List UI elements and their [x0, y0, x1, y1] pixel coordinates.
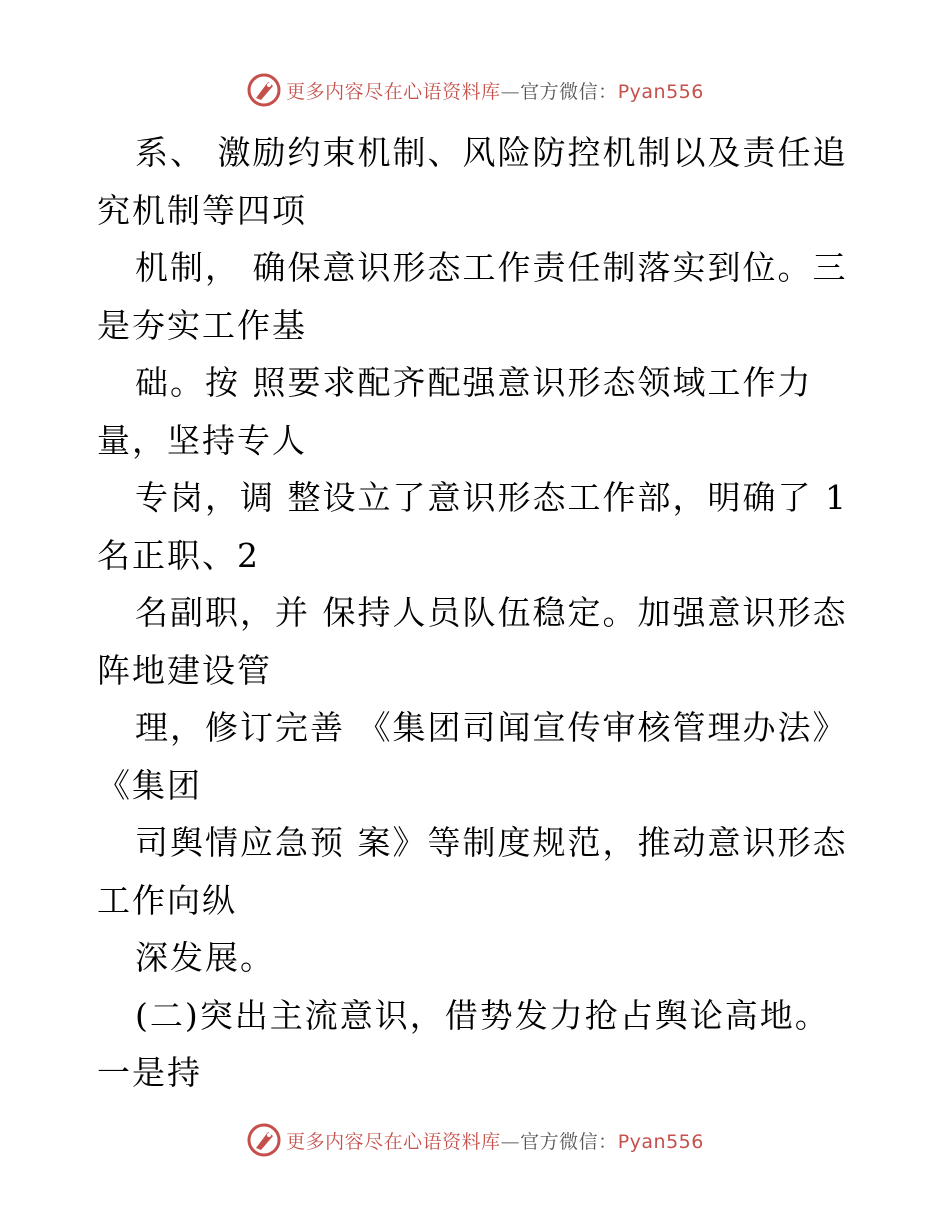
- text-line: 深发展。: [135, 938, 275, 977]
- pen-nib-circle-icon: [246, 1122, 282, 1158]
- text-line: 工作向纵: [97, 880, 237, 920]
- watermark-label: 官方微信：: [520, 80, 618, 103]
- text-line: 专岗，调 整设立了意识形态工作部，明确了 1: [135, 478, 848, 517]
- text-line: 名正职、2: [97, 535, 260, 575]
- watermark-brand: 更多内容尽在心语资料库: [286, 1130, 501, 1153]
- text-line: 一是持: [97, 1053, 202, 1092]
- text-line: 司舆情应急预 案》等制度规范，推动意识形态: [135, 823, 848, 862]
- footer-watermark: [0, 1120, 950, 1160]
- text-line: 理，修订完善 《集团司闻宣传审核管理办法》: [135, 708, 848, 747]
- text-line: 机制， 确保意识形态工作责任制落实到位。三: [135, 248, 848, 287]
- watermark-id: Pyan556: [617, 80, 704, 103]
- text-line: 础。按 照要求配齐配强意识形态领域工作力: [135, 363, 813, 402]
- watermark-dash: —: [500, 80, 521, 103]
- text-line: 阵地建设管: [97, 650, 272, 690]
- text-line: 是夯实工作基: [97, 305, 307, 345]
- document-body: [97, 124, 857, 1102]
- text-line: 名副职，并 保持人员队伍稳定。加强意识形态: [135, 593, 848, 632]
- pen-nib-circle-icon: [246, 72, 282, 108]
- watermark-text: [286, 77, 704, 104]
- text-line: 量，坚持专人: [97, 420, 307, 460]
- text-line: (二)突出主流意识，借势发力抢占舆论高地。: [135, 995, 830, 1035]
- watermark-dash: —: [500, 1130, 521, 1153]
- text-line: 系、 激励约束机制、风险防控机制以及责任追: [135, 133, 848, 172]
- watermark-brand: 更多内容尽在心语资料库: [286, 80, 501, 103]
- header-watermark: [0, 70, 950, 110]
- text-line: 究机制等四项: [97, 190, 307, 230]
- watermark-label: 官方微信：: [520, 1130, 618, 1153]
- watermark-id: Pyan556: [617, 1130, 704, 1153]
- text-line: 《集团: [97, 765, 202, 805]
- watermark-text: [286, 1127, 704, 1154]
